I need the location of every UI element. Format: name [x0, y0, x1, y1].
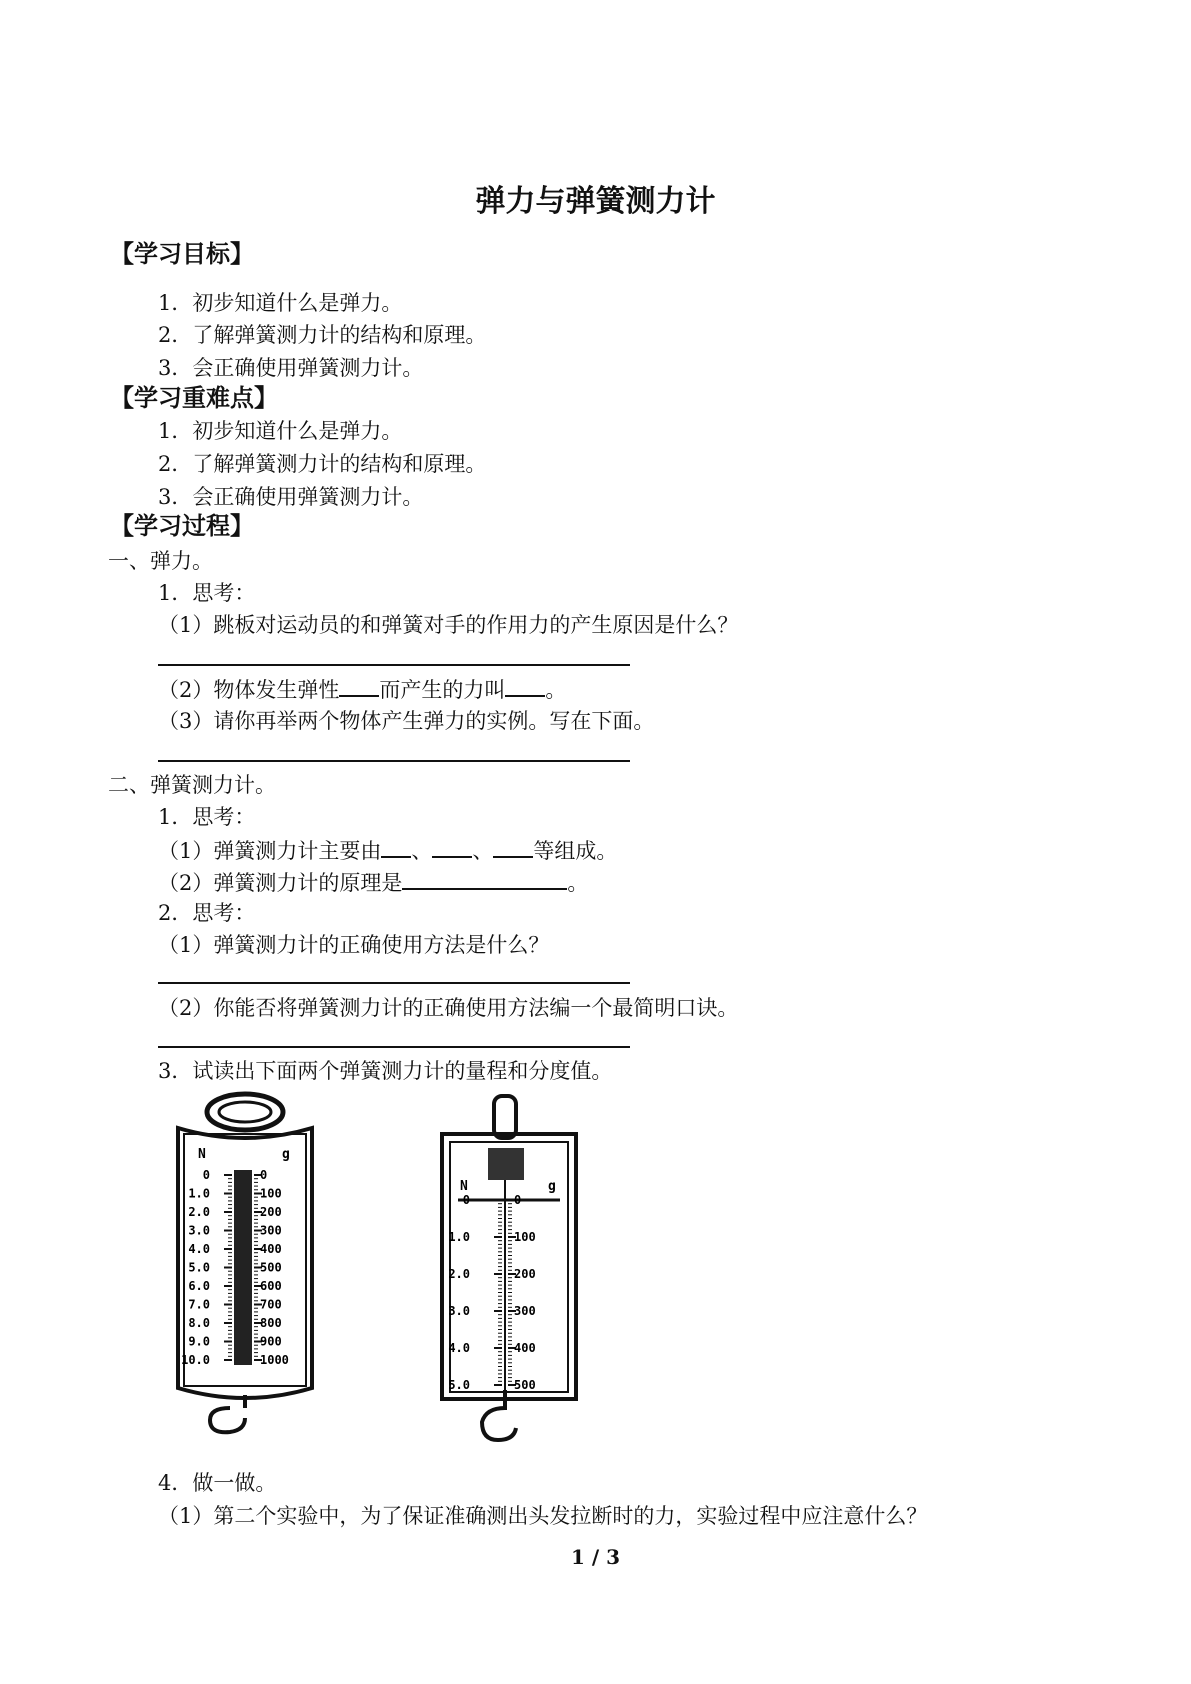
fill-blank — [402, 868, 567, 890]
question-text — [158, 836, 617, 864]
question-part: （2）物体发生弹性 — [158, 678, 340, 702]
question-part: 。 — [567, 871, 589, 895]
fill-blank — [381, 836, 411, 858]
scale-left-label: 1.0 — [448, 1230, 470, 1244]
scale-right-label: 200 — [514, 1267, 536, 1281]
question-text: （2）你能否将弹簧测力计的正确使用方法编一个最简明口诀。 — [158, 996, 739, 1020]
scale-left-label: 4.0 — [188, 1242, 210, 1256]
scale-right-label: 0 — [260, 1168, 268, 1182]
question-text — [158, 868, 588, 896]
fill-blank — [339, 675, 379, 697]
question-text: （1）第二个实验中，为了保证准确测出头发拉断时的力，实验过程中应注意什么？ — [158, 1504, 928, 1528]
keypoint-item: 3．会正确使用弹簧测力计。 — [158, 485, 424, 509]
scale-left-label: 5.0 — [188, 1260, 210, 1275]
meter2-right-unit: g — [548, 1179, 556, 1194]
question-part: （2）弹簧测力计的原理是 — [158, 871, 403, 895]
scale-right-label: 700 — [260, 1297, 282, 1312]
scale-right-label: 900 — [260, 1334, 282, 1349]
question-part: 而产生的力叫 — [379, 678, 506, 702]
answer-line — [158, 1046, 630, 1048]
question-part: 、 — [472, 839, 494, 863]
spring-scale-1-illustration — [170, 1090, 320, 1435]
scale-right-label: 100 — [514, 1230, 536, 1244]
meter1-right-unit: g — [282, 1147, 290, 1162]
question-part: （1）弹簧测力计主要由 — [158, 839, 382, 863]
scale-left-label: 9.0 — [188, 1334, 210, 1349]
keypoint-item: 2．了解弹簧测力计的结构和原理。 — [158, 452, 487, 476]
goal-item: 2．了解弹簧测力计的结构和原理。 — [158, 323, 487, 347]
scale-right-label: 0 — [514, 1193, 522, 1207]
fill-blank — [432, 836, 472, 858]
question-part: 。 — [545, 678, 567, 702]
scale-left-label: 3.0 — [448, 1304, 470, 1318]
question-part: 等组成。 — [533, 839, 618, 863]
scale-left-label: 0 — [202, 1168, 210, 1182]
part2-think: 2．思考： — [158, 901, 256, 925]
scale-left-label: 4.0 — [448, 1341, 470, 1355]
page-title: 弹力与弹簧测力计 — [475, 184, 716, 219]
page-number: 1 / 3 — [570, 1545, 621, 1569]
part2-think: 1．思考： — [158, 805, 256, 829]
scale-left-label: 6.0 — [188, 1279, 210, 1293]
scale-right-label: 300 — [260, 1223, 282, 1238]
question-part: 、 — [411, 839, 433, 863]
scale-left-label: 5.0 — [448, 1378, 470, 1392]
scale-right-label: 300 — [514, 1304, 536, 1318]
answer-line — [158, 664, 630, 666]
scale-left-label: 3.0 — [188, 1223, 210, 1238]
question-text: （1）弹簧测力计的正确使用方法是什么？ — [158, 933, 550, 957]
scale-right-label: 100 — [260, 1186, 282, 1201]
scale-left-label: 8.0 — [188, 1316, 210, 1330]
goals-header: 【学习目标】 — [110, 240, 254, 268]
task-text: 4．做一做。 — [158, 1471, 277, 1495]
goal-item: 1．初步知道什么是弹力。 — [158, 291, 403, 315]
scale-right-label: 500 — [514, 1378, 536, 1392]
goal-item: 3．会正确使用弹簧测力计。 — [158, 356, 424, 380]
spring-scale-2-illustration — [438, 1090, 583, 1445]
part2-heading: 二、弹簧测力计。 — [108, 773, 276, 797]
task-text: 3．试读出下面两个弹簧测力计的量程和分度值。 — [158, 1059, 613, 1083]
scale-right-label: 1000 — [260, 1353, 289, 1367]
scale-right-label: 800 — [260, 1316, 282, 1330]
scale-right-label: 200 — [260, 1205, 282, 1219]
scale-right-label: 500 — [260, 1260, 282, 1275]
fill-blank — [493, 836, 533, 858]
part1-think: 1．思考： — [158, 581, 256, 605]
scale-left-label: 2.0 — [448, 1267, 470, 1281]
scale-left-label: 1.0 — [188, 1186, 210, 1201]
scale-left-label: 0 — [462, 1193, 470, 1207]
question-text: （1）跳板对运动员的和弹簧对手的作用力的产生原因是什么？ — [158, 613, 739, 637]
keypoints-header: 【学习重难点】 — [110, 384, 278, 412]
process-header: 【学习过程】 — [110, 512, 254, 540]
question-text — [158, 675, 566, 703]
answer-line — [158, 760, 630, 762]
scale-left-label: 10.0 — [181, 1353, 210, 1367]
meter1-left-unit: N — [198, 1147, 206, 1162]
scale-left-label: 2.0 — [188, 1205, 210, 1219]
question-text: （3）请你再举两个物体产生弹力的实例。写在下面。 — [158, 709, 655, 733]
answer-line — [158, 982, 630, 984]
scale-right-label: 600 — [260, 1279, 282, 1293]
part1-heading: 一、弹力。 — [108, 549, 213, 573]
meter2-left-unit: N — [460, 1179, 468, 1194]
scale-right-label: 400 — [260, 1242, 282, 1256]
fill-blank — [505, 675, 545, 697]
scale-right-label: 400 — [514, 1341, 536, 1355]
scale-left-label: 7.0 — [188, 1297, 210, 1312]
keypoint-item: 1．初步知道什么是弹力。 — [158, 419, 403, 443]
